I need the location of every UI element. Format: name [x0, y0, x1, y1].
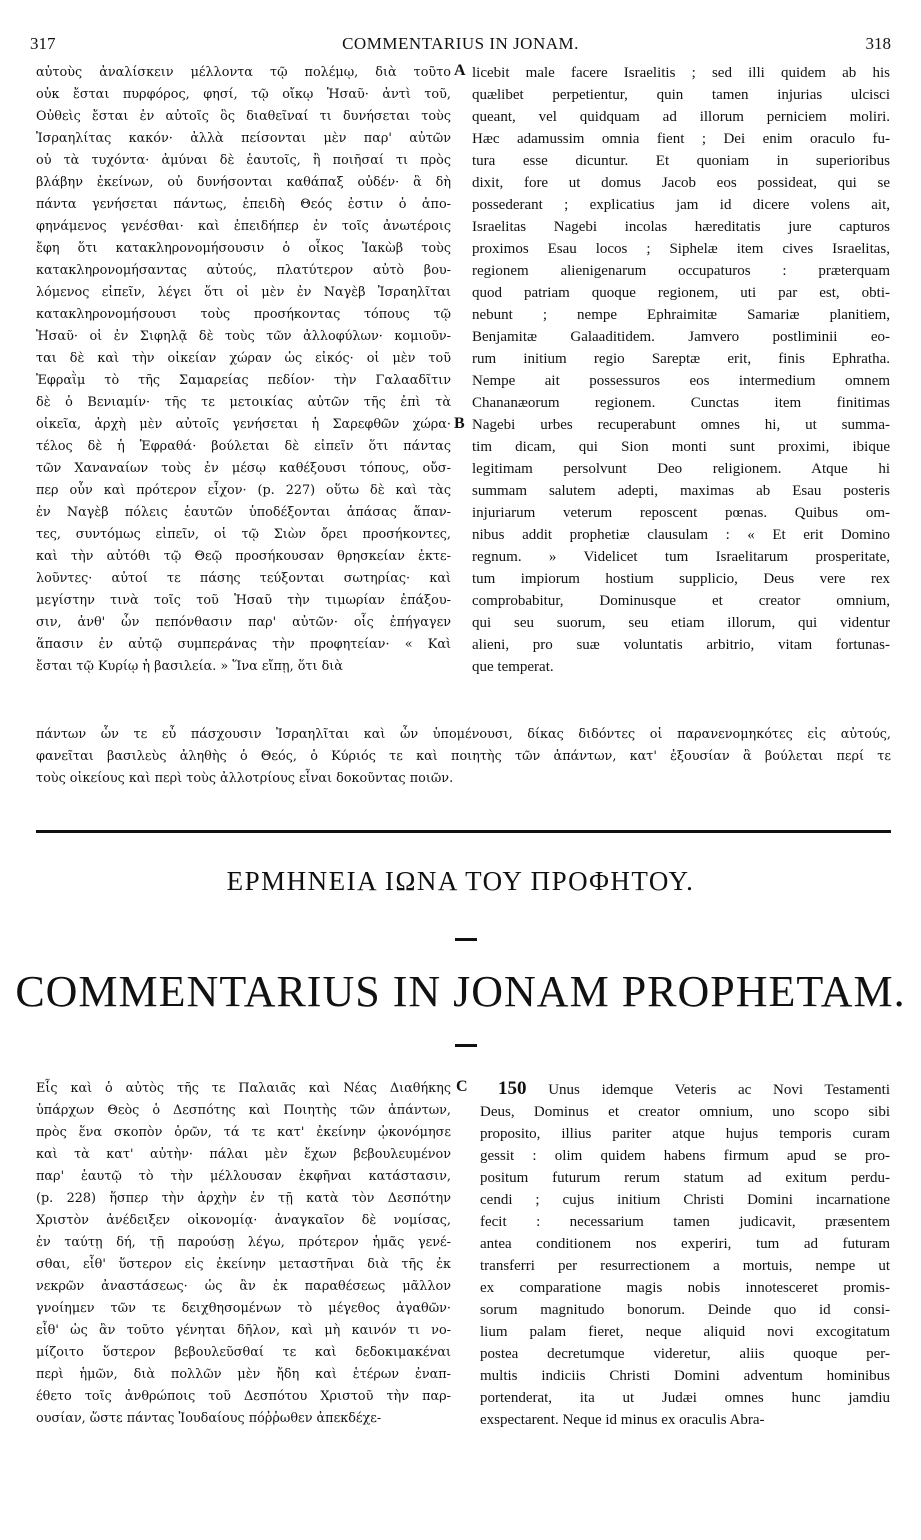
- greek-text-line: έθετο τοῖς ἀνθρώποις τοῦ Δεσπότου Χριστοῦ τὴν παρ-: [36, 1389, 451, 1404]
- latin-text-line: injuriarum veterum reposcent pœnas. Quibus om-: [472, 505, 890, 521]
- latin-text-line: licebit male facere Israelitis ; sed illi quidem ab his: [472, 65, 890, 81]
- column-number: 150: [498, 1078, 527, 1099]
- latin-text-line: alieni, pro suæ voluntatis arbitrio, vitam fortunas-: [472, 637, 890, 653]
- latin-text-line: proximos Esau locos ; Siphelæ item cives Israelitas,: [472, 241, 890, 257]
- section-rule: [36, 830, 891, 833]
- greek-text-line: καὶ τὰ κατ' αὐτὴν· πάλαι μὲν ἔχων βεβουλευμένον: [36, 1147, 451, 1162]
- latin-text-line: sorum magnitudo bonorum. Deinde quo id consi-: [480, 1302, 890, 1318]
- greek-text-line: μίζοιτο ὕστερον βεβουλεῦσθαί τε καὶ δεδοκιμακέναι: [36, 1345, 451, 1360]
- greek-text-line: τοὺς οἰκείους καὶ περὶ τοὺς ἀλλοτρίους εἶναι δοκοῦντας ποιῶν.: [36, 771, 454, 786]
- latin-text-line: qui seu suorum, seu etiam illorum, qui videntur: [472, 615, 890, 631]
- greek-text-line: νεκρῶν ἀναστάσεως· ὡς ἂν ἐκ παραθέσεως μᾶλλον: [36, 1279, 451, 1294]
- top-greek-column: [36, 62, 451, 678]
- margin-marker-b: B: [454, 415, 465, 432]
- greek-text-line: τέλος δὲ ἡ Ἐφραθά· βούλεται δὲ εἰπεῖν ὅτι πάντας: [36, 439, 451, 454]
- latin-text-line: transferri per resurrectionem a mortuis, nempe ut: [480, 1258, 890, 1274]
- greek-text-line: οὐκ ἔσται πυρφόρος, φησί, τῷ οἴκῳ Ἡσαῦ· ἀντὶ τοῦ,: [36, 87, 451, 102]
- greek-text-line: πάντων ὧν τε εὖ πάσχουσιν Ἰσραηλῖται καὶ ὧν ὑπομένουσι, δίκας διδόντες οἱ παρανενομηκότες εἰς αὐτούς,: [36, 727, 891, 742]
- greek-text-line: ἔφη ὅτι κατακληρονομήσουσιν ὁ οἶκος Ἰακὼβ τοὺς: [36, 241, 451, 256]
- greek-text-line: ἐν ταύτῃ δή, τῇ παρούσῃ λέγω, πρότερον ἡμᾶς γενέ-: [36, 1235, 451, 1250]
- latin-text-line: que temperat.: [472, 659, 554, 675]
- latin-text-line: rum initium regio Sareptæ erit, finis Ephratha.: [472, 351, 890, 367]
- latin-text-line: antea conditionem nos experiri, tum ad futuram: [480, 1236, 890, 1252]
- greek-text-line: βλάβην ἐκείνων, οὐ δυνήσονται καθάπαξ οὐδέν· ἃ δὴ: [36, 175, 451, 190]
- latin-text-line: ex comparatione magis nobis innotesceret promis-: [480, 1280, 890, 1296]
- greek-text-line: περὶ ἡμῶν, διὰ πολλῶν μὲν ἤδη καὶ ἑτέρων ἐναπ-: [36, 1367, 451, 1382]
- latin-text-line: tura esse dicuntur. Et quoniam in superioribus: [472, 153, 890, 169]
- greek-text-line: ἔσται τῷ Κυρίῳ ἡ βασιλεία. » Ἵνα εἴπῃ, ὅτι διὰ: [36, 659, 343, 674]
- greek-text-line: παρ' ἑαυτῷ τὸ τὴν μέλλουσαν ἐκφῆναι κατάστασιν,: [36, 1169, 451, 1184]
- running-title: COMMENTARIUS IN JONAM.: [342, 34, 579, 53]
- title-dash-1: [455, 938, 477, 941]
- greek-text-line: οἰκεῖα, ἀρχὴ μὲν αὐτοῖς γενήσεται ἡ Σαρεφθῶν χώρα·: [36, 417, 451, 432]
- greek-text-line: πάντα γενήσεται πάντως, ἐπειδὴ Θεός ἐστιν ὁ ἀπο-: [36, 197, 451, 212]
- latin-text-line: summam salutem adepti, maximas ab Esau posteris: [472, 483, 890, 499]
- latin-text-line: multis indiciis Christi Domini adventum hominibus: [480, 1368, 890, 1384]
- greek-text-line: Οὐθεὶς ἔσται ἐν αὐτοῖς ὃς διαθεῖναί τι δυνήσεται τοὺς: [36, 109, 451, 124]
- greek-text-line: Ἐφραῒμ τὸ τῆς Σαμαρείας πεδίον· τὴν Γαλααδῖτιν: [36, 373, 451, 388]
- latin-text-line: Benjamitæ Galaaditidem. Jamvero postliminii eo-: [472, 329, 890, 345]
- greek-text-line: καὶ τὴν αὐτόθι τῷ Θεῷ προσήκουσαν θρησκείαν ἐκτε-: [36, 549, 451, 564]
- greek-text-line: ἅπασιν ἐν αὐτῷ συμπεράνας τὴν προφητείαν· « Καὶ: [36, 637, 451, 652]
- greek-text-line: κατακληρονομήσουσι τοὺς προσήκοντας τόπους τῷ: [36, 307, 451, 322]
- latin-text-line: regnum. » Videlicet tum Israelitarum prosperitate,: [472, 549, 890, 565]
- latin-text-line: Chananæorum regionem. Cunctas item finitimas: [472, 395, 890, 411]
- greek-text-line: ὑπάρχων Θεὸς ὁ Δεσπότης καὶ Ποιητὴς τῶν ἁπάντων,: [36, 1103, 451, 1118]
- latin-text-line: Israelitas Nagebi incolas hæreditatis jure capturos: [472, 219, 890, 235]
- latin-text-line: gessit : olim quidem habens firmum apud se pro-: [480, 1148, 890, 1164]
- latin-text-line: Nempe ait possessuros eos intermedium omnem: [472, 373, 890, 389]
- greek-text-line: εἶθ' ὡς ἂν τοῦτο γένηται δῆλον, καὶ μὴ καινόν τι νο-: [36, 1323, 451, 1338]
- latin-section-title: COMMENTARIUS IN JONAM PROPHETAM.: [15, 967, 906, 1016]
- top-latin-column: [472, 62, 890, 678]
- greek-text-line: τῶν Χαναναίων τοὺς ἐν μέσῳ καθέξουσι τόπους, οὔσ-: [36, 461, 451, 476]
- greek-text-line: αὐτοὺς ἀναλίσκειν μέλλοντα τῷ πολέμῳ, διὰ τοῦτο: [36, 65, 451, 80]
- latin-text-line: possederant ; explicatius jam id dicere volens ait,: [472, 197, 890, 213]
- greek-text-line: δὲ ὁ Βενιαμίν· τῆς τε μετοικίας αὐτῶν τῆς ἐπὶ τὰ: [36, 395, 451, 410]
- greek-text-line: φηνάμενος γενέσθαι· καὶ ἐπειδήπερ ἐν τοῖς ἀνωτέροις: [36, 219, 451, 234]
- greek-text-line: οὐ τὰ τυχόντα· ἀμύναι δὲ ἑαυτοῖς, ἢ ποιῆσαί τι πρὸς: [36, 153, 451, 168]
- margin-marker-c: C: [456, 1078, 468, 1095]
- greek-text-line: λοῦντες· αὐτοί τε πάσης τεύξονται σωτηρίας· καὶ: [36, 571, 451, 586]
- latin-text-line: portenderat, ita ut Judæi omnes hunc jamdiu: [480, 1390, 890, 1406]
- greek-text-line: Ἡσαῦ· οἱ ἐν Σιφηλᾷ δὲ τοὺς τῶν ἀλλοφύλων· κομιοῦν-: [36, 329, 451, 344]
- greek-text-line: φανεῖται βασιλεὺς ἀληθὴς ὁ Θεός, ὁ Κύριός τε καὶ ποιητὴς τῶν ἁπάντων, κατ' ἐξουσίαν ἃ βούλεται περί τε: [36, 749, 891, 764]
- latin-text-line: tim dicam, qui Sion monti sunt proximi, ibique: [472, 439, 890, 455]
- bottom-latin-column: [480, 1078, 890, 1431]
- greek-text-line: περ οὖν καὶ πρότερον εἶχον· (p. 227) οὕτω δὲ καὶ τὰς: [36, 483, 451, 498]
- greek-section-title: ΕΡΜΗΝΕΙΑ ΙΩΝΑ ΤΟΥ ΠΡΟΦΗΤΟΥ.: [226, 866, 695, 896]
- latin-text-line: postea decretumque videretur, aliis quoque per-: [480, 1346, 890, 1362]
- running-header: [30, 34, 891, 56]
- greek-text-line: Ἰσραηλίτας κακόν· ἀλλὰ πείσονται μὲν παρ' αὐτῶν: [36, 131, 451, 146]
- latin-text-line: legitimam persolvunt Deo religionem. Atque hi: [472, 461, 890, 477]
- page-number-right: 318: [865, 34, 891, 53]
- greek-text-line: (p. 228) ἥσπερ τὴν ἀρχὴν ἐν τῇ κατὰ τὸν Δεσπότην: [36, 1191, 451, 1206]
- greek-text-line: Χριστὸν ἀνέδειξεν οἰκονομίᾳ· ἀναγκαῖον δὲ νομίσας,: [36, 1213, 451, 1228]
- title-dash-2: [455, 1044, 477, 1047]
- latin-text-fragment: Unus idemque Veteris ac Novi Testamenti: [548, 1082, 890, 1098]
- greek-text-line: τες, συντόμως εἰπεῖν, οἱ τῷ Σιὼν ὄρει προσήκοντες,: [36, 527, 451, 542]
- latin-text-line: positum futurum rerum statum ad exitum perdu-: [480, 1170, 890, 1186]
- greek-text-line: σθαι, εἶθ' ὕστερον εἰς ἐκείνην μεταστῆναι διὰ τῆς ἐκ: [36, 1257, 451, 1272]
- latin-text-line: dixit, fore ut domus Jacob eos possideat, qui se: [472, 175, 890, 191]
- greek-text-line: Εἷς καὶ ὁ αὐτὸς τῆς τε Παλαιᾶς καὶ Νέας Διαθήκης: [36, 1081, 451, 1096]
- latin-text-line: regionem alienigenarum occupaturos : præterquam: [472, 263, 890, 279]
- latin-text-line: Deus, Dominus et creator omnium, uno scopo sibi: [480, 1104, 890, 1120]
- latin-text-line: quod patriam quoque regionem, uti par est, obti-: [472, 285, 890, 301]
- greek-text-line: γνοίημεν τῶν τε δειχθησομένων τὸ μέγεθος ἀγαθῶν·: [36, 1301, 451, 1316]
- greek-text-line: λόμενος εἰπεῖν, λέγει ὅτι οἱ μὲν ἐν Ναγὲβ Ἰσραηλῖται: [36, 285, 451, 300]
- greek-text-line: ἐν Ναγὲβ πόλεις ἑαυτῶν ὑποδέξονται ἁπάσας ἅπαν-: [36, 505, 451, 520]
- latin-text-line: queant, vel quidquam ad illorum perniciem moliri.: [472, 109, 890, 125]
- latin-text-line: Hæc adamussim omnia fient ; Dei enim oraculo fu-: [472, 131, 890, 147]
- latin-text-line: comprobabitur, Dominusque et creator omnium,: [472, 593, 890, 609]
- greek-text-line: ουσίαν, ὥστε πάντας Ἰουδαίους πόῤῥωθεν ἀπεκδέχε-: [36, 1411, 382, 1426]
- greek-text-line: πρὸς ἕνα σκοπὸν ὁρῶν, τά τε κατ' ἐκείνην ᾠκονόμησε: [36, 1125, 451, 1140]
- latin-text-line: [480, 1078, 890, 1101]
- page-number-left: 317: [30, 34, 56, 53]
- latin-text-line: fecit : necessarium tamen judicavit, præsentem: [480, 1214, 890, 1230]
- bottom-greek-column: [36, 1078, 451, 1430]
- latin-text-line: nebunt ; nempe Ephraimitæ Samariæ planitiem,: [472, 307, 890, 323]
- latin-text-line: quælibet perpetientur, quin tamen injurias ulcisci: [472, 87, 890, 103]
- latin-text-line: Nagebi urbes recuperabunt omnes hi, ut summa-: [472, 417, 890, 433]
- latin-text-line: nibus addit prophetiæ clausulam : « Et erit Domino: [472, 527, 890, 543]
- latin-text-line: cendi ; cujus initium Christi Domini incarnatione: [480, 1192, 890, 1208]
- margin-marker-a: A: [454, 62, 466, 79]
- greek-text-line: ται δὲ καὶ τὴν οἰκείαν χώραν ὡς εἰκός· οἱ μὲν τοῦ: [36, 351, 451, 366]
- latin-text-line: exspectarent. Neque id minus ex oraculis Abra-: [480, 1412, 765, 1428]
- greek-text-line: σιν, ἀνθ' ὧν πεπόνθασιν παρ' αὐτῶν· οἷς ἐπήγαγεν: [36, 615, 451, 630]
- greek-text-line: μεγίστην τινὰ τοῖς τοῦ Ἡσαῦ τὴν τιμωρίαν ἐπάξου-: [36, 593, 451, 608]
- full-width-greek-text: [36, 724, 891, 790]
- latin-text-line: tum impiorum hostium supplicio, Deus vere rex: [472, 571, 890, 587]
- latin-text-line: proposito, illius pariter atque hujus temporis curam: [480, 1126, 890, 1142]
- latin-text-line: lium palam fieret, neque aliquid novi excogitatum: [480, 1324, 890, 1340]
- greek-text-line: κατακληρονομήσαντας αὐτούς, πλατύτερον αὐτὸ βου-: [36, 263, 451, 278]
